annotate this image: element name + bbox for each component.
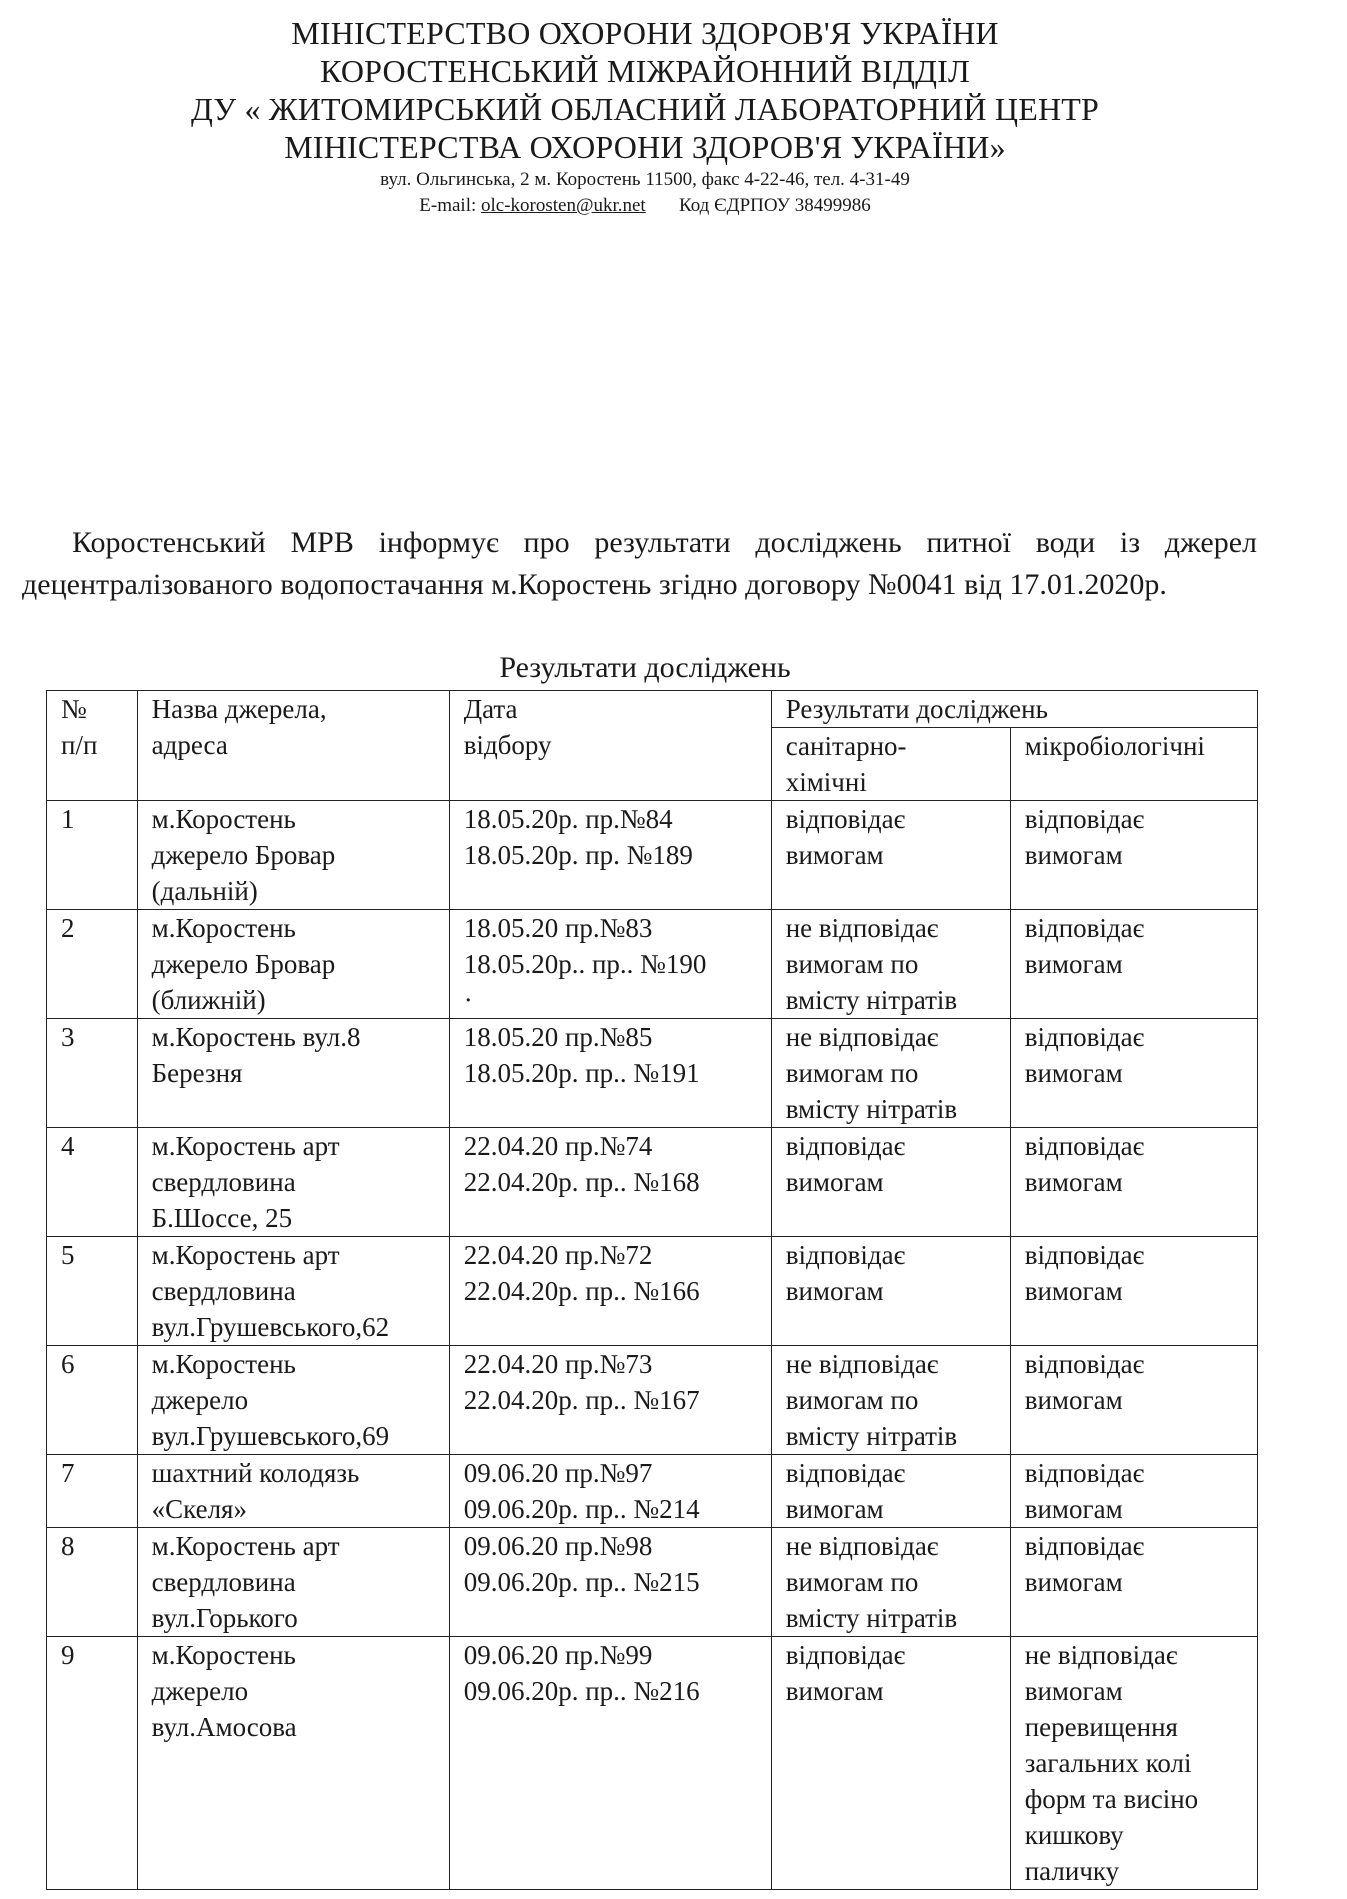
- cell-micro-line: вимогам: [1024, 1058, 1123, 1088]
- cell-source: [137, 910, 449, 1019]
- cell-source: [137, 1019, 449, 1128]
- letterhead: [0, 14, 1290, 218]
- cell-source-line: свердловина: [151, 1276, 296, 1306]
- table-row: [47, 801, 1258, 910]
- cell-micro-line: відповідає: [1024, 1458, 1145, 1488]
- cell-source-line: Березня: [151, 1058, 243, 1088]
- cell-sanitary: [771, 1346, 1010, 1455]
- cell-micro-line: відповідає: [1024, 1531, 1145, 1561]
- cell-micro-line: відповідає: [1024, 1022, 1145, 1052]
- cell-source-line: м.Коростень: [151, 1349, 296, 1379]
- cell-date-line: 22.04.20р. пр.. №166: [463, 1276, 700, 1306]
- header-num-line1: №: [61, 694, 87, 724]
- cell-sanitary-line: вимогам: [785, 1167, 884, 1197]
- cell-source-line: джерело: [151, 1676, 249, 1706]
- cell-micro-line: відповідає: [1024, 1349, 1145, 1379]
- ministry-title: МІНІСТЕРСТВО ОХОРОНИ ЗДОРОВ'Я УКРАЇНИ: [291, 15, 999, 51]
- cell-source-line: вул.Горького: [151, 1603, 298, 1633]
- cell-sanitary-line: вимогам: [785, 840, 884, 870]
- intro-text: Коростенський МРВ інформує про результати досліджень питної води із джерел децентралізованого водопостачання м.Коростень згідно договору №0041 від 17.01.2020р.: [22, 526, 1257, 601]
- cell-date-line: 09.06.20 пр.№99: [463, 1640, 653, 1670]
- cell-source: [137, 801, 449, 910]
- cell-date-line: 09.06.20 пр.№97: [463, 1458, 653, 1488]
- cell-date: [449, 1019, 771, 1128]
- cell-micro: [1010, 1346, 1257, 1455]
- header-source: [137, 691, 449, 801]
- cell-sanitary-line: відповідає: [785, 1131, 906, 1161]
- header-source-line2: адреса: [151, 730, 228, 760]
- cell-source-line: Б.Шоссе, 25: [151, 1203, 293, 1233]
- cell-source-line: м.Коростень: [151, 804, 296, 834]
- cell-date-line: 18.05.20р. пр.№84: [463, 804, 673, 834]
- cell-source: [137, 1346, 449, 1455]
- cell-sanitary-line: вимогам по: [785, 1058, 919, 1088]
- cell-micro-line: вимогам: [1024, 840, 1123, 870]
- cell-micro-line: загальних колі: [1024, 1748, 1192, 1778]
- table-row: [47, 1637, 1258, 1890]
- cell-micro-line: вимогам: [1024, 1567, 1123, 1597]
- cell-micro: [1010, 910, 1257, 1019]
- cell-sanitary: [771, 910, 1010, 1019]
- cell-date-line: 22.04.20р. пр.. №168: [463, 1167, 700, 1197]
- cell-sanitary-line: відповідає: [785, 1240, 906, 1270]
- cell-source-line: (ближній): [151, 985, 266, 1015]
- email-label: E-mail:: [419, 195, 477, 216]
- cell-num: 7: [47, 1455, 138, 1528]
- cell-source-line: м.Коростень арт: [151, 1531, 340, 1561]
- header-date-line2: відбору: [463, 730, 552, 760]
- cell-source-line: м.Коростень арт: [151, 1131, 340, 1161]
- header-date: [449, 691, 771, 801]
- cell-micro-line: вимогам: [1024, 1167, 1123, 1197]
- cell-micro: [1010, 1528, 1257, 1637]
- cell-num: 8: [47, 1528, 138, 1637]
- cell-sanitary: [771, 801, 1010, 910]
- cell-num: 1: [47, 801, 138, 910]
- cell-source-line: вул.Грушевського,62: [151, 1312, 390, 1342]
- cell-micro-line: вимогам: [1024, 1276, 1123, 1306]
- cell-source-line: свердловина: [151, 1567, 296, 1597]
- cell-date: [449, 1455, 771, 1528]
- header-micro: мікробіологічні: [1010, 728, 1257, 801]
- cell-micro: [1010, 1019, 1257, 1128]
- cell-date-line: 18.05.20 пр.№85: [463, 1022, 653, 1052]
- cell-date-line: 18.05.20р. пр. №189: [463, 840, 693, 870]
- cell-date-line: 22.04.20р. пр.. №167: [463, 1385, 700, 1415]
- header-source-line1: Назва джерела,: [151, 694, 327, 724]
- cell-sanitary-line: не відповідає: [785, 913, 939, 943]
- cell-sanitary: [771, 1637, 1010, 1890]
- cell-source-line: джерело Бровар: [151, 840, 336, 870]
- cell-sanitary: [771, 1528, 1010, 1637]
- cell-sanitary-line: вимогам по: [785, 1385, 919, 1415]
- edrpou-code: Код ЄДРПОУ 38499986: [678, 195, 871, 216]
- cell-source-line: м.Коростень арт: [151, 1240, 340, 1270]
- table-caption: Результати досліджень: [499, 651, 791, 684]
- cell-micro-line: відповідає: [1024, 1131, 1145, 1161]
- cell-source-line: м.Коростень: [151, 1640, 296, 1670]
- cell-date-line: 18.05.20р. пр.. №191: [463, 1058, 700, 1088]
- cell-sanitary-line: відповідає: [785, 1640, 906, 1670]
- cell-num: 2: [47, 910, 138, 1019]
- cell-num: 5: [47, 1237, 138, 1346]
- cell-sanitary-line: вмісту нітратів: [785, 1603, 958, 1633]
- cell-micro-line: відповідає: [1024, 913, 1145, 943]
- table-row: [47, 1237, 1258, 1346]
- table-row: [47, 1455, 1258, 1528]
- header-sanitary: [771, 728, 1010, 801]
- cell-micro-line: вимогам: [1024, 949, 1123, 979]
- table-row: [47, 1346, 1258, 1455]
- cell-sanitary: [771, 1128, 1010, 1237]
- header-results: Результати досліджень: [771, 691, 1257, 728]
- cell-sanitary-line: вимогам: [785, 1494, 884, 1524]
- cell-num: 9: [47, 1637, 138, 1890]
- center-title-cont: МІНІСТЕРСТВА ОХОРОНИ ЗДОРОВ'Я УКРАЇНИ»: [284, 129, 1006, 165]
- cell-source-line: (дальній): [151, 876, 258, 906]
- cell-sanitary-line: не відповідає: [785, 1349, 939, 1379]
- cell-date: [449, 1528, 771, 1637]
- cell-date-line: 18.05.20 пр.№83: [463, 913, 653, 943]
- cell-sanitary: [771, 1455, 1010, 1528]
- cell-date-line: 09.06.20р. пр.. №216: [463, 1676, 700, 1706]
- cell-micro: [1010, 1455, 1257, 1528]
- cell-date-line: 09.06.20р. пр.. №215: [463, 1567, 700, 1597]
- cell-sanitary-line: відповідає: [785, 1458, 906, 1488]
- cell-micro-line: відповідає: [1024, 1240, 1145, 1270]
- cell-source-line: вул.Грушевського,69: [151, 1421, 390, 1451]
- cell-micro: [1010, 1637, 1257, 1890]
- cell-num: 6: [47, 1346, 138, 1455]
- cell-source: [137, 1455, 449, 1528]
- cell-sanitary-line: вмісту нітратів: [785, 985, 958, 1015]
- cell-num: 4: [47, 1128, 138, 1237]
- header-num-line2: п/п: [61, 730, 98, 760]
- cell-date-line: 09.06.20р. пр.. №214: [463, 1494, 700, 1524]
- cell-source-line: джерело: [151, 1385, 249, 1415]
- cell-micro: [1010, 1128, 1257, 1237]
- cell-micro-line: вимогам: [1024, 1494, 1123, 1524]
- header-sanitary-line2: хімічні: [785, 767, 867, 797]
- cell-source-line: м.Коростень: [151, 913, 296, 943]
- cell-sanitary: [771, 1019, 1010, 1128]
- header-num: [47, 691, 138, 801]
- table-row: [47, 1019, 1258, 1128]
- cell-date: [449, 1237, 771, 1346]
- center-title: ДУ « ЖИТОМИРСЬКИЙ ОБЛАСНИЙ ЛАБОРАТОРНИЙ ЦЕНТР: [190, 91, 1100, 127]
- header-sanitary-line1: санітарно-: [785, 731, 907, 761]
- cell-date-line: 22.04.20 пр.№73: [463, 1349, 653, 1379]
- cell-source-line: свердловина: [151, 1167, 296, 1197]
- cell-date: [449, 801, 771, 910]
- cell-source-line: «Скеля»: [151, 1494, 247, 1524]
- cell-date: [449, 1128, 771, 1237]
- cell-source-line: джерело Бровар: [151, 949, 336, 979]
- results-table: [46, 690, 1258, 1890]
- table-row: [47, 910, 1258, 1019]
- cell-date-line: 09.06.20 пр.№98: [463, 1531, 653, 1561]
- cell-micro-line: відповідає: [1024, 804, 1145, 834]
- cell-source: [137, 1237, 449, 1346]
- cell-micro-line: вимогам: [1024, 1385, 1123, 1415]
- header-date-line1: Дата: [463, 694, 518, 724]
- cell-sanitary: [771, 1237, 1010, 1346]
- cell-source: [137, 1528, 449, 1637]
- cell-source: [137, 1128, 449, 1237]
- cell-sanitary-line: вимогам по: [785, 949, 919, 979]
- cell-source-line: шахтний колодязь: [151, 1458, 360, 1488]
- cell-micro: [1010, 1237, 1257, 1346]
- cell-sanitary-line: не відповідає: [785, 1022, 939, 1052]
- cell-source: [137, 1637, 449, 1890]
- table-row: [47, 1128, 1258, 1237]
- intro-paragraph: [22, 522, 1257, 606]
- cell-micro-line: кишкову: [1024, 1820, 1124, 1850]
- table-header-row: [47, 691, 1258, 728]
- cell-date: [449, 1346, 771, 1455]
- cell-micro-line: перевищення: [1024, 1712, 1178, 1742]
- address-line: вул. Ольгинська, 2 м. Коростень 11500, факс 4-22-46, тел. 4-31-49: [380, 169, 910, 190]
- cell-sanitary-line: вмісту нітратів: [785, 1421, 958, 1451]
- cell-micro-line: не відповідає: [1024, 1640, 1178, 1670]
- department-title: КОРОСТЕНСЬКИЙ МІЖРАЙОННИЙ ВІДДІЛ: [320, 53, 970, 89]
- cell-sanitary-line: вимогам: [785, 1676, 884, 1706]
- cell-sanitary-line: не відповідає: [785, 1531, 939, 1561]
- cell-micro: [1010, 801, 1257, 910]
- cell-sanitary-line: вимогам: [785, 1276, 884, 1306]
- cell-date-line: 22.04.20 пр.№74: [463, 1131, 653, 1161]
- cell-source-line: м.Коростень вул.8: [151, 1022, 361, 1052]
- email-link[interactable]: olc-korosten@ukr.net: [481, 195, 646, 216]
- cell-sanitary-line: відповідає: [785, 804, 906, 834]
- cell-micro-line: паличку: [1024, 1856, 1120, 1886]
- contact-line: [0, 194, 1290, 218]
- cell-micro-line: форм та висіно: [1024, 1784, 1199, 1814]
- cell-date: [449, 910, 771, 1019]
- cell-sanitary-line: вимогам по: [785, 1567, 919, 1597]
- cell-date-line: ·: [463, 985, 473, 1015]
- cell-sanitary-line: вмісту нітратів: [785, 1094, 958, 1124]
- cell-micro-line: вимогам: [1024, 1676, 1123, 1706]
- cell-date-line: 22.04.20 пр.№72: [463, 1240, 653, 1270]
- cell-source-line: вул.Амосова: [151, 1712, 297, 1742]
- cell-date-line: 18.05.20р.. пр.. №190: [463, 949, 707, 979]
- cell-num: 3: [47, 1019, 138, 1128]
- table-row: [47, 1528, 1258, 1637]
- cell-date: [449, 1637, 771, 1890]
